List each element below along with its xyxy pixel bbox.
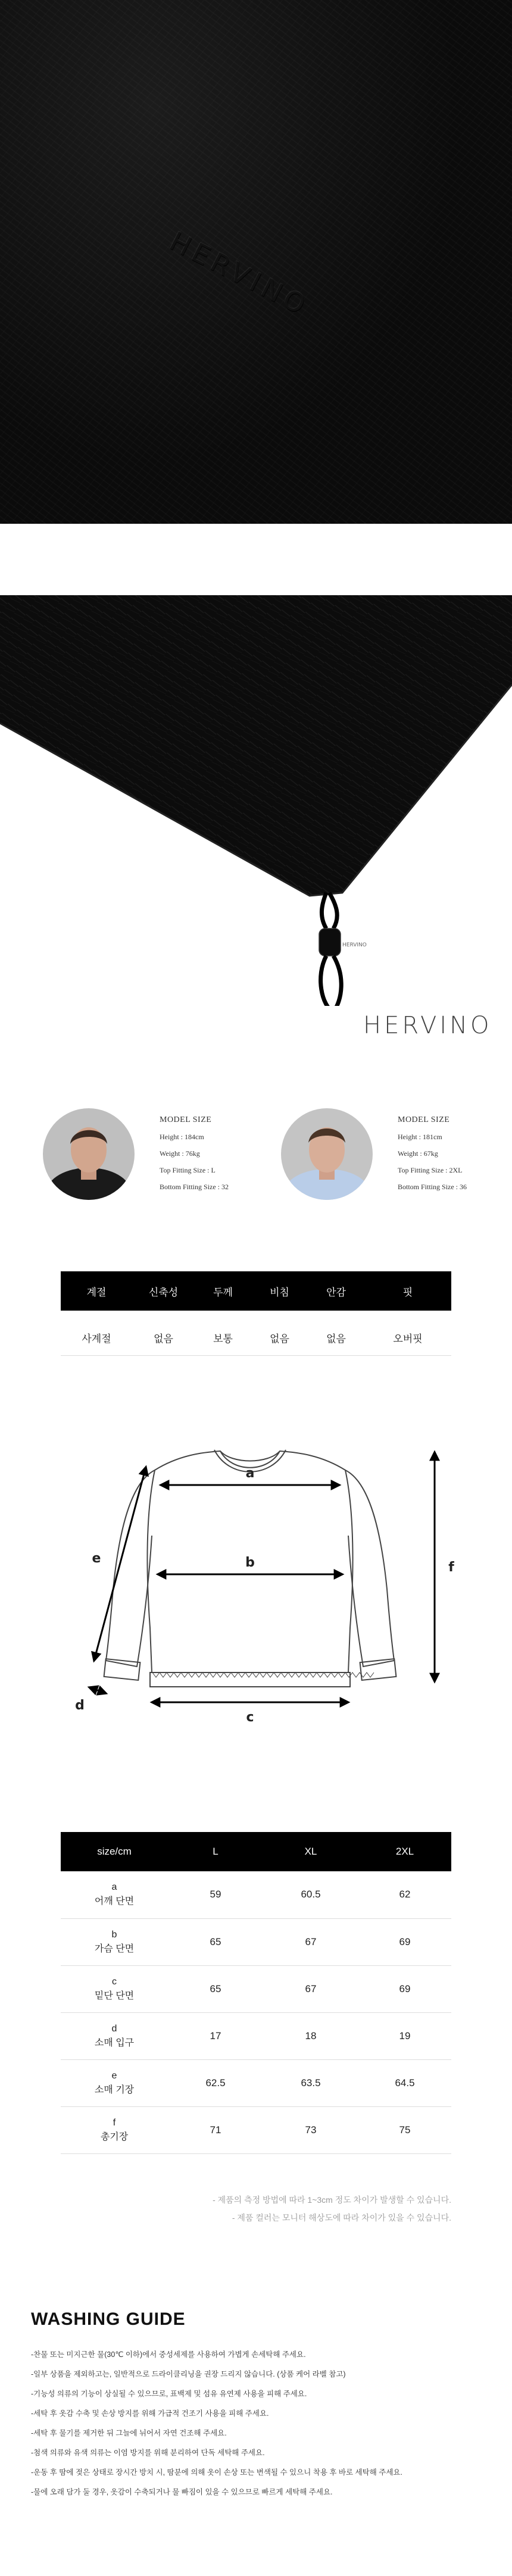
table-row	[61, 1871, 451, 1918]
row-code: b	[111, 1929, 117, 1940]
model-2-title: MODEL SIZE	[398, 1115, 450, 1124]
brand-logo: HERVINO	[363, 1012, 492, 1039]
list-item: -물에 오래 담가 둘 경우, 옷감이 수축되거나 물 빠짐이 있을 수 있으므로 빠르게 세탁해 주세요.	[31, 2488, 333, 2496]
size-cell: 60.5	[263, 1871, 358, 1918]
row-name: 가슴 단면	[94, 1943, 135, 1954]
size-table-header	[61, 1832, 451, 1871]
model-1-avatar	[43, 1108, 135, 1200]
label-c: c	[246, 1710, 254, 1725]
attribute-table-row	[61, 1320, 451, 1356]
size-cell: 62	[358, 1871, 451, 1918]
model-1-height: Height : 184cm	[160, 1133, 204, 1141]
color-note: - 제품 컬러는 모니터 해상도에 따라 차이가 있을 수 있습니다.	[232, 2213, 451, 2222]
list-item: -첨색 의류와 유색 의류는 이염 방지를 위해 분리하여 단독 세탁해 주세요.	[31, 2449, 265, 2457]
model-2-bottom-size: Bottom Fitting Size : 36	[398, 1183, 467, 1191]
attr-value-thickness: 보통	[213, 1333, 233, 1345]
model-2-height: Height : 181cm	[398, 1133, 442, 1141]
size-header-2xl: 2XL	[358, 1832, 451, 1871]
row-name: 총기장	[100, 2131, 129, 2142]
measure-d-line	[89, 1687, 106, 1693]
size-table	[61, 1832, 451, 2154]
washing-guide-list	[31, 2345, 402, 2502]
label-a: a	[245, 1466, 255, 1481]
size-cell: 19	[358, 2012, 451, 2059]
size-row-label	[61, 2106, 168, 2153]
hem-drawcord-image	[0, 595, 512, 1006]
attr-value-season: 사계절	[82, 1333, 111, 1345]
label-f: f	[448, 1560, 454, 1575]
size-cell: 62.5	[168, 2059, 263, 2106]
model-1-bottom-size: Bottom Fitting Size : 32	[160, 1183, 229, 1191]
size-cell: 71	[168, 2106, 263, 2153]
size-row-label	[61, 1871, 168, 1918]
attr-header-sheer: 비침	[270, 1286, 289, 1298]
list-item: -운동 후 땀에 젖은 상태로 장시간 방치 시, 땀분에 의해 옷이 손상 또는 변색될 수 있으니 착용 후 바로 세탁해 주세요.	[31, 2468, 402, 2477]
list-item: -일부 상품을 제외하고는, 일반적으로 드라이클리닝을 권장 드리지 않습니다. (상품 케어 라벨 참고)	[31, 2370, 346, 2378]
measure-e-line	[94, 1467, 146, 1661]
size-row-label	[61, 2059, 168, 2106]
attribute-table-header	[61, 1271, 451, 1311]
size-cell: 67	[263, 1918, 358, 1965]
measurement-note: - 제품의 측정 방법에 따라 1~3cm 정도 차이가 발생할 수 있습니다.	[213, 2195, 451, 2205]
size-cell: 18	[263, 2012, 358, 2059]
size-row-label	[61, 1965, 168, 2012]
attr-value-lining: 없음	[326, 1333, 346, 1345]
size-header-label: size/cm	[61, 1832, 168, 1871]
size-header-l: L	[168, 1832, 263, 1871]
hem-rib-pattern	[152, 1672, 374, 1677]
size-cell: 69	[358, 1918, 451, 1965]
attr-value-sheer: 없음	[270, 1333, 289, 1345]
attr-header-thickness: 두께	[213, 1286, 233, 1298]
size-cell: 59	[168, 1871, 263, 1918]
attr-header-lining: 안감	[326, 1286, 346, 1298]
row-name: 소매 입구	[94, 2037, 135, 2048]
table-row	[61, 1965, 451, 2012]
row-code: c	[112, 1976, 117, 1987]
list-item: -찬물 또는 미지근한 물(30℃ 이하)에서 중성세제를 사용하여 가볍게 손세탁해 주세요.	[31, 2350, 306, 2359]
list-item: -기능성 의류의 기능이 상실될 수 있으므로, 표백제 및 섬유 유연제 사용을 피해 주세요.	[31, 2390, 307, 2398]
attr-header-season: 계절	[86, 1286, 107, 1298]
size-cell: 17	[168, 2012, 263, 2059]
attr-header-stretch: 신축성	[148, 1286, 179, 1298]
hem-photo-svg	[0, 595, 512, 1006]
model-2-weight: Weight : 67kg	[398, 1149, 438, 1158]
attr-value-stretch: 없음	[154, 1333, 173, 1345]
attr-header-fit: 핏	[402, 1286, 413, 1298]
row-name: 소매 기장	[94, 2084, 135, 2095]
size-cell: 64.5	[358, 2059, 451, 2106]
size-row-label	[61, 1918, 168, 1965]
list-item: -세탁 후 물기를 제거한 뒤 그늘에 뉘어서 자연 건조해 주세요.	[31, 2429, 227, 2437]
table-row	[61, 1918, 451, 1965]
table-row	[61, 2059, 451, 2106]
row-code: e	[111, 2070, 117, 2081]
model-2-top-size: Top Fitting Size : 2XL	[398, 1166, 463, 1174]
label-d: d	[75, 1698, 85, 1713]
size-cell: 67	[263, 1965, 358, 2012]
size-header-xl: XL	[263, 1832, 358, 1871]
table-row	[61, 2012, 451, 2059]
row-name: 밑단 단면	[94, 1990, 135, 2001]
size-cell: 65	[168, 1965, 263, 2012]
list-item: -세탁 후 옷감 수축 및 손상 방지를 위해 가급적 건조기 사용을 피해 주세요.	[31, 2409, 269, 2418]
model-1-top-size: Top Fitting Size : L	[160, 1166, 216, 1174]
size-cell: 69	[358, 1965, 451, 2012]
row-code: a	[111, 1882, 117, 1893]
model-1-weight: Weight : 76kg	[160, 1149, 200, 1158]
model-2-avatar	[281, 1108, 373, 1200]
model-2-info	[398, 1112, 467, 1195]
fabric-closeup-image	[0, 0, 512, 524]
model-1-info	[160, 1112, 229, 1195]
table-row	[61, 2106, 451, 2153]
embossed-brand-logo: HERVINO	[164, 226, 314, 323]
size-cell: 75	[358, 2106, 451, 2153]
size-cell: 65	[168, 1918, 263, 1965]
model-1-title: MODEL SIZE	[160, 1115, 212, 1124]
row-code: d	[111, 2023, 117, 2034]
label-e: e	[92, 1551, 101, 1566]
row-code: f	[113, 2117, 116, 2128]
svg-text:HERVINO: HERVINO	[342, 942, 367, 948]
size-cell: 73	[263, 2106, 358, 2153]
attr-value-fit: 오버핏	[393, 1333, 423, 1345]
row-name: 어깨 단면	[94, 1896, 135, 1907]
garment-measurement-diagram	[54, 1393, 458, 1750]
washing-guide-title: WASHING GUIDE	[31, 2309, 186, 2329]
label-b: b	[245, 1555, 255, 1570]
size-cell: 63.5	[263, 2059, 358, 2106]
size-row-label	[61, 2012, 168, 2059]
